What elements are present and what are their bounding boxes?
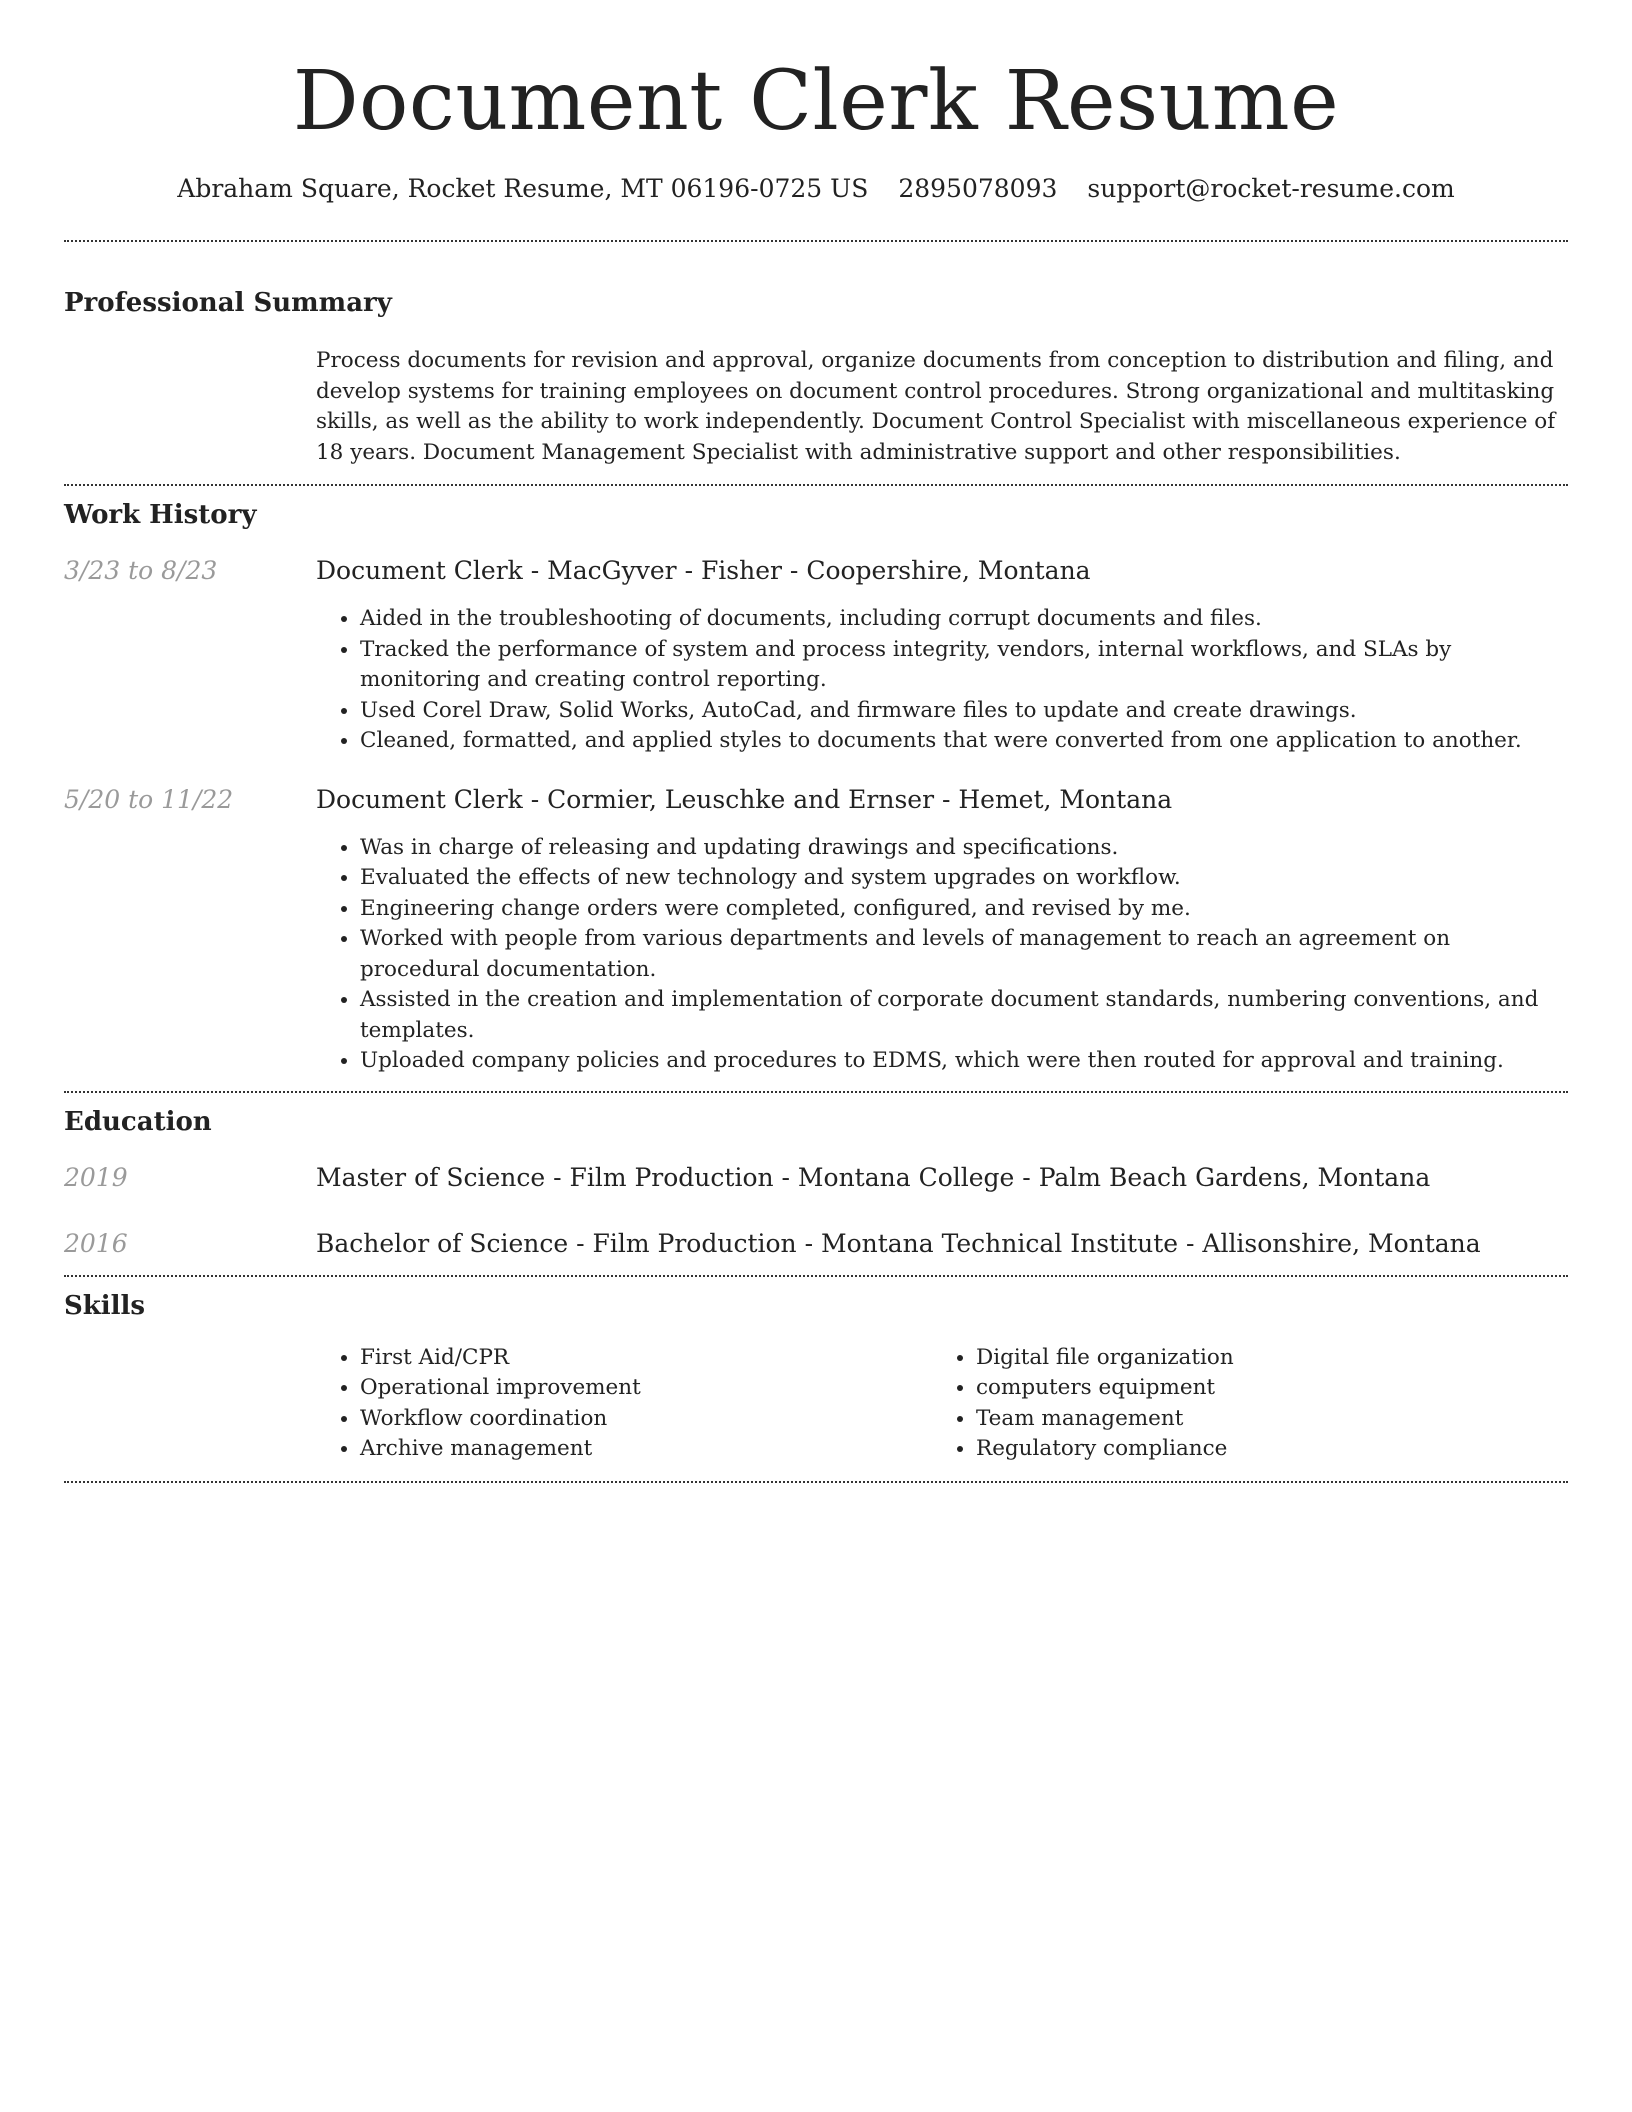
education-school: - Montana College - Palm Beach Gardens, Montana <box>773 1162 1431 1192</box>
skills-column-left <box>316 1343 932 1465</box>
job-title: Document Clerk - Cormier, Leuschke and Ernser - Hemet, Montana <box>316 784 1173 814</box>
work-history-section <box>64 498 1568 1077</box>
job-bullet: • Cleaned, formatted, and applied styles to documents that were converted from one application to another. <box>360 726 1568 757</box>
skills-column-right <box>932 1343 1548 1465</box>
skills-list <box>316 1343 932 1465</box>
education-degree: Bachelor of Science - Film Production <box>316 1228 797 1258</box>
resume-header <box>64 52 1568 206</box>
resume-title: Document Clerk Resume <box>292 54 1340 149</box>
education-school: - Montana Technical Institute - Allisonshire, Montana <box>796 1228 1481 1258</box>
summary-divider <box>64 484 1568 486</box>
job-bullet: • Assisted in the creation and implementation of corporate document standards, numbering conventions, and templates. <box>360 985 1568 1046</box>
job-bullet: • Was in charge of releasing and updating drawings and specifications. <box>360 833 1568 864</box>
skill-item: • Digital file organization <box>976 1343 1548 1374</box>
job-bullets <box>316 604 1568 757</box>
education-degree: Master of Science - Film Production <box>316 1162 774 1192</box>
skills-list <box>932 1343 1548 1465</box>
education-entry <box>64 1161 1568 1195</box>
job-bullet: • Engineering change orders were completed, configured, and revised by me. <box>360 894 1568 925</box>
skill-item: • Operational improvement <box>360 1373 932 1404</box>
job-bullets <box>316 833 1568 1077</box>
job-bullet: • Worked with people from various departments and levels of management to reach an agreement on procedural documentation. <box>360 924 1568 985</box>
education-section <box>64 1105 1568 1261</box>
skill-item: • computers equipment <box>976 1373 1548 1404</box>
job-dates: 5/20 to 11/22 <box>64 784 234 814</box>
skill-item: • Workflow coordination <box>360 1404 932 1435</box>
work-history-heading: Work History <box>64 500 257 530</box>
education-year: 2016 <box>64 1228 128 1258</box>
job-title: Document Clerk - MacGyver - Fisher - Coopershire, Montana <box>316 556 1091 585</box>
contact-phone: 2895078093 <box>898 174 1058 203</box>
summary-heading: Professional Summary <box>64 288 392 318</box>
contact-line <box>64 172 1568 206</box>
job-bullet: • Tracked the performance of system and process integrity, vendors, internal workflows, and SLAs by monitoring and creating control reporting. <box>360 635 1568 696</box>
summary-text: Process documents for revision and approval, organize documents from conception to distribution and filing, and develop systems for training employees on document control procedures. Strong organizational and multitasking skills, as well as the ability to work independently. Document Control Specialist with miscellaneous experience of 18 years. Document Management Specialist with administrative support and other responsibilities. <box>316 348 1556 465</box>
work-history-divider <box>64 1091 1568 1093</box>
education-heading: Education <box>64 1106 212 1137</box>
job-entry <box>64 783 1568 1077</box>
skills-divider <box>64 1481 1568 1483</box>
job-details <box>316 554 1568 757</box>
job-bullet: • Evaluated the effects of new technology and system upgrades on workflow. <box>360 863 1568 894</box>
education-details <box>316 1227 1568 1261</box>
contact-address: Abraham Square, Rocket Resume, MT 06196-0725 US <box>177 174 869 203</box>
job-dates: 3/23 to 8/23 <box>64 556 218 585</box>
skill-item: • Team management <box>976 1404 1548 1435</box>
skill-item: • Regulatory compliance <box>976 1434 1548 1465</box>
education-year: 2019 <box>64 1162 128 1192</box>
education-details <box>316 1161 1568 1195</box>
skill-item: • First Aid/CPR <box>360 1343 932 1374</box>
skill-item: • Archive management <box>360 1434 932 1465</box>
header-divider <box>64 240 1568 242</box>
job-entry <box>64 554 1568 757</box>
skills-heading: Skills <box>64 1290 146 1321</box>
contact-email: support@rocket-resume.com <box>1087 174 1455 203</box>
education-divider <box>64 1275 1568 1277</box>
skills-section <box>64 1289 1568 1465</box>
education-entry <box>64 1227 1568 1261</box>
job-bullet: • Aided in the troubleshooting of documents, including corrupt documents and files. <box>360 604 1568 635</box>
job-details <box>316 783 1568 1077</box>
job-bullet: • Uploaded company policies and procedures to EDMS, which were then routed for approval and training. <box>360 1046 1568 1077</box>
job-bullet: • Used Corel Draw, Solid Works, AutoCad, and firmware files to update and create drawings. <box>360 696 1568 727</box>
skills-grid <box>316 1343 1568 1465</box>
summary-section <box>64 286 1568 468</box>
